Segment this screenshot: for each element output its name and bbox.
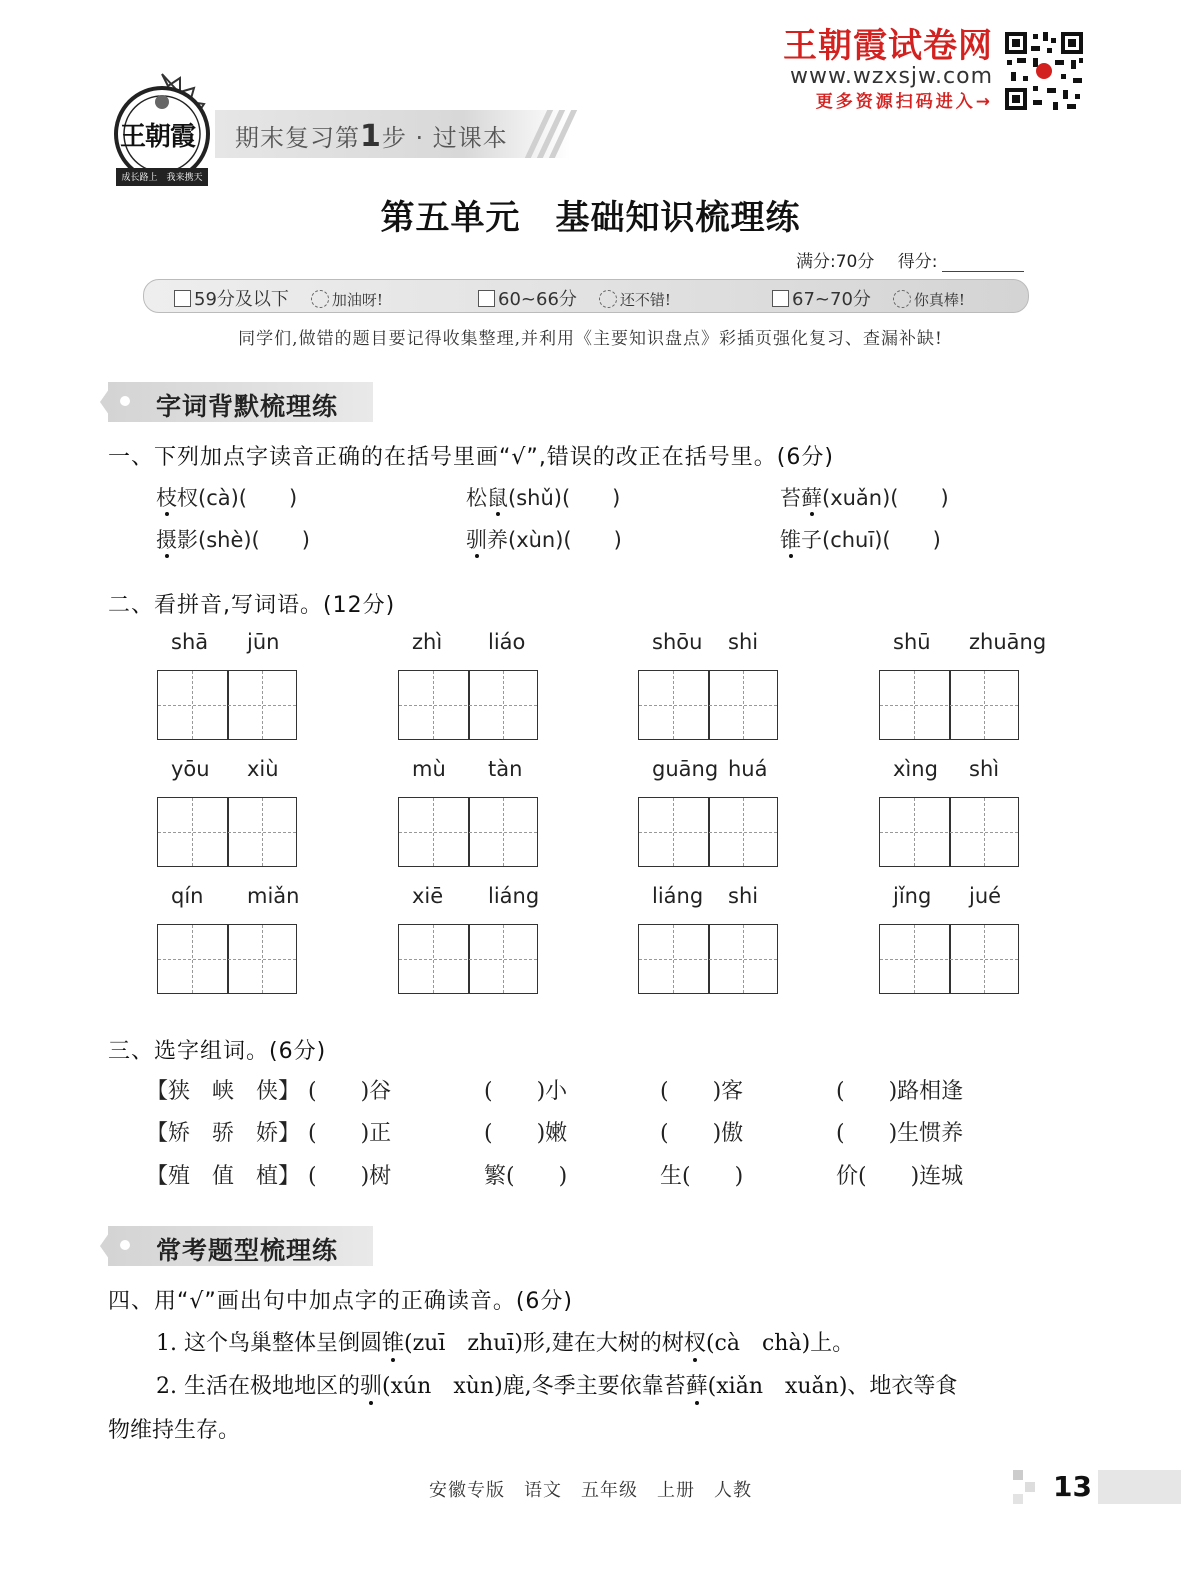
q3-title: 三、选字组词。(6分)	[108, 1039, 327, 1064]
pinyin-syllable: jué	[969, 884, 1002, 908]
writing-grid[interactable]	[398, 924, 538, 994]
publisher-logo	[108, 72, 216, 190]
q3-blank[interactable]: ( )小	[484, 1079, 568, 1104]
score-line	[796, 247, 1024, 272]
score-label: 得分:	[897, 252, 938, 272]
full-score: 满分:70分	[796, 252, 875, 272]
pinyin-syllable: guāng	[652, 757, 719, 781]
grade-3: 67~70分 你真棒!	[772, 285, 965, 311]
q4-sentence-2-cont: 物维持生存。	[108, 1418, 241, 1443]
q3-options: 【矫 骄 娇】	[146, 1121, 301, 1146]
pinyin-syllable: huá	[728, 757, 768, 781]
logo-text: 王朝霞	[120, 122, 196, 152]
writing-grid[interactable]	[157, 797, 297, 867]
q1-item[interactable]: 驯养(xùn)( )	[466, 528, 622, 552]
grade-3-checkbox[interactable]	[772, 290, 789, 307]
pinyin-syllable: yōu	[171, 757, 210, 781]
q1-item[interactable]: 锥子(chuī)( )	[780, 528, 941, 552]
pinyin-syllable: xìng	[893, 757, 938, 781]
section-tag-vocab	[108, 382, 373, 422]
page-number: 13	[1053, 1470, 1092, 1503]
writing-grid[interactable]	[879, 670, 1019, 740]
brand-block	[783, 28, 993, 114]
section-label: 字词背默梳理练	[156, 392, 339, 421]
grade-1: 59分及以下 加油呀!	[174, 285, 383, 311]
pinyin-syllable: mù	[412, 757, 446, 781]
q1-item[interactable]: 摄影(shè)( )	[156, 528, 310, 552]
q3-blank[interactable]: ( )傲	[660, 1121, 744, 1146]
pinyin-syllable: zhì	[412, 630, 443, 654]
q1-title: 一、下列加点字读音正确的在括号里画“√”,错误的改正在括号里。(6分)	[108, 445, 834, 470]
section-tag-common	[108, 1226, 373, 1266]
pinyin-syllable: shā	[171, 630, 209, 654]
smile-icon	[599, 290, 617, 308]
grade-2: 60~66分 还不错!	[478, 285, 671, 311]
svg-text:成长路上 我来携天: 成长路上 我来携天	[121, 173, 203, 183]
pinyin-syllable: liáng	[488, 884, 540, 908]
step-suffix: 步 · 过课本	[381, 124, 508, 152]
pinyin-syllable: shì	[969, 757, 1000, 781]
q1-item[interactable]: 松鼠(shǔ)( )	[466, 486, 621, 510]
page-number-box	[1013, 1470, 1181, 1504]
writing-grid[interactable]	[879, 924, 1019, 994]
q4-sentence-1[interactable]: 1. 这个鸟巢整体呈倒圆锥(zuī zhuī)形,建在大树的树杈(cà chà)上。	[156, 1331, 855, 1356]
pinyin-syllable: shōu	[652, 630, 703, 654]
q4-title: 四、用“√”画出句中加点字的正确读音。(6分)	[108, 1289, 573, 1314]
grade-1-checkbox[interactable]	[174, 290, 191, 307]
brand-name: 王朝霞试卷网	[783, 26, 993, 66]
step-prefix: 期末复习第	[235, 124, 360, 152]
q3-rows	[0, 1074, 1181, 1194]
writing-grid[interactable]	[638, 924, 778, 994]
q3-blank[interactable]: ( )客	[660, 1079, 744, 1104]
score-blank[interactable]	[942, 253, 1024, 272]
q1-item[interactable]: 枝杈(cà)( )	[156, 486, 298, 510]
qr-code-icon[interactable]	[1003, 30, 1085, 112]
writing-grid[interactable]	[157, 924, 297, 994]
pinyin-syllable: shi	[728, 630, 759, 654]
q3-blank[interactable]: ( )嫩	[484, 1121, 568, 1146]
q3-options: 【殖 值 植】	[146, 1164, 301, 1189]
pinyin-syllable: liáng	[652, 884, 704, 908]
writing-grid[interactable]	[638, 797, 778, 867]
q3-blank[interactable]: ( )谷	[308, 1079, 392, 1104]
step-banner	[215, 110, 570, 158]
grade-bar	[143, 279, 1029, 313]
pinyin-syllable: miǎn	[247, 884, 300, 908]
writing-grid[interactable]	[398, 670, 538, 740]
pinyin-syllable: liáo	[488, 630, 526, 654]
pinyin-syllable: jūn	[247, 630, 280, 654]
pinyin-syllable: xiù	[247, 757, 279, 781]
q3-blank[interactable]: ( )生惯养	[836, 1121, 964, 1146]
writing-grid[interactable]	[157, 670, 297, 740]
pinyin-syllable: qín	[171, 884, 204, 908]
unit-title: 第五单元 基础知识梳理练	[380, 198, 801, 238]
footer-text: 安徽专版 语文 五年级 上册 人教	[429, 1480, 752, 1501]
writing-grid[interactable]	[398, 797, 538, 867]
section-label: 常考题型梳理练	[156, 1236, 339, 1265]
q4-sentence-2[interactable]: 2. 生活在极地地区的驯(xún xùn)鹿,冬季主要依靠苔藓(xiǎn xuǎn)、地衣等食	[156, 1374, 958, 1399]
star-face-icon	[893, 290, 911, 308]
step-number: 1	[360, 119, 382, 154]
q3-blank[interactable]: 价( )连城	[836, 1164, 964, 1189]
reminder-text: 同学们,做错的题目要记得收集整理,并利用《主要知识盘点》彩插页强化复习、查漏补缺!	[238, 329, 943, 349]
pinyin-syllable: shi	[728, 884, 759, 908]
pinyin-syllable: tàn	[488, 757, 523, 781]
q2-title: 二、看拼音,写词语。(12分)	[108, 593, 396, 618]
q1-items	[0, 482, 1181, 562]
brand-url[interactable]: www.wzxsjw.com	[789, 64, 993, 89]
writing-grid[interactable]	[879, 797, 1019, 867]
brand-more-text: 更多资源扫码进入→	[815, 92, 993, 112]
pinyin-syllable: xiē	[412, 884, 444, 908]
pinyin-syllable: jǐng	[893, 884, 932, 908]
q3-blank[interactable]: ( )正	[308, 1121, 392, 1146]
grade-2-checkbox[interactable]	[478, 290, 495, 307]
q1-item[interactable]: 苔藓(xuǎn)( )	[780, 486, 949, 510]
writing-grid[interactable]	[638, 670, 778, 740]
pinyin-syllable: zhuāng	[969, 630, 1047, 654]
q3-options: 【狭 峡 侠】	[146, 1079, 301, 1104]
q3-blank[interactable]: 生( )	[660, 1164, 744, 1189]
cheer-icon	[311, 290, 329, 308]
q3-blank[interactable]: 繁( )	[484, 1164, 568, 1189]
q3-blank[interactable]: ( )树	[308, 1164, 392, 1189]
pinyin-syllable: shū	[893, 630, 931, 654]
q3-blank[interactable]: ( )路相逢	[836, 1079, 964, 1104]
